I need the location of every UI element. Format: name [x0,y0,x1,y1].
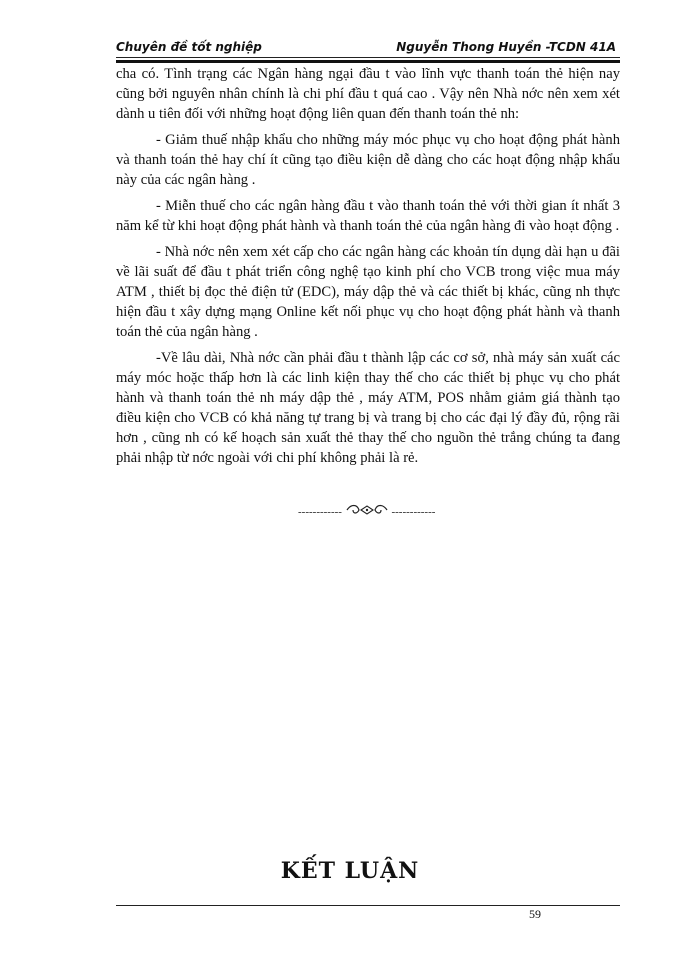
section-divider [298,504,478,520]
footer-rule [116,905,620,906]
header-title: Chuyên đề tốt nghiệp [116,40,262,54]
header-rule-thick [116,60,620,63]
paragraph-bullet-credit: - Nhà nớc nên xem xét cấp cho các ngân hàng các khoản tín dụng dài hạn u đãi về lãi suất để đầu t phát triển công nghệ tạo kinh phí cho VCB trong việc mua máy ATM , thiết bị đọc thẻ điện tử (EDC), máy dập thẻ và các thiết bị khác, cũng nh thực hiện đầu t xây dựng mạng Online kết nối phục vụ cho hoạt động phát hành và thanh toán thẻ của ngân hàng . [116,244,620,340]
header-rule [116,57,620,58]
divider-dashes-left: ------------ [298,506,342,519]
page-header [116,40,620,56]
paragraph-bullet-import-tax: - Giảm thuế nhập khẩu cho những máy móc phục vụ cho hoạt động phát hành và thanh toán thẻ hay chí ít cũng tạo điều kiện dễ dàng cho các hoạt động nhập khẩu này của các ngân hàng . [116,132,620,188]
header-author: Nguyễn Thong Huyền -TCDN 41A [396,40,616,54]
paragraph-intro: cha có. Tình trạng các Ngân hàng ngại đầu t vào lĩnh vực thanh toán thẻ hiện nay cũng bởi nguyên nhân chính là chi phí đầu t quá cao . Vậy nên Nhà nớc nên xem xét dành u tiên đối với những hoạt động liên quan đến thanh toán thẻ nh: [116,66,620,122]
divider-dashes-right: ------------ [391,506,436,519]
body-text [116,64,620,474]
section-heading-conclusion: KẾT LUẬN [280,858,420,884]
paragraph-long-term: -Về lâu dài, Nhà nớc cần phải đầu t thành lập các cơ sở, nhà máy sản xuất các máy móc hoặc thấp hơn là các linh kiện thay thế cho các thiết bị phục vụ cho phát hành và thanh toán thẻ nh máy dập thẻ , máy ATM, POS nhằm giảm giá thành tạo điều kiện cho VCB có khả năng tự trang bị và trang bị cho các đại lý đầy đủ, rộng rãi hơn , cũng nh có kế hoạch sản xuất thẻ thay thế cho nguồn thẻ trắng chúng ta đang phải nhập từ nớc ngoài với chi phí không phải là rẻ. [116,350,620,466]
flourish-ornament-icon [345,504,389,521]
paragraph-bullet-tax-exemption: - Miễn thuế cho các ngân hàng đầu t vào thanh toán thẻ với thời gian ít nhất 3 năm kể từ khi hoạt động phát hành và thanh toán thẻ của ngân hàng đi vào hoạt động . [116,198,620,234]
page-number: 59 [529,907,541,921]
